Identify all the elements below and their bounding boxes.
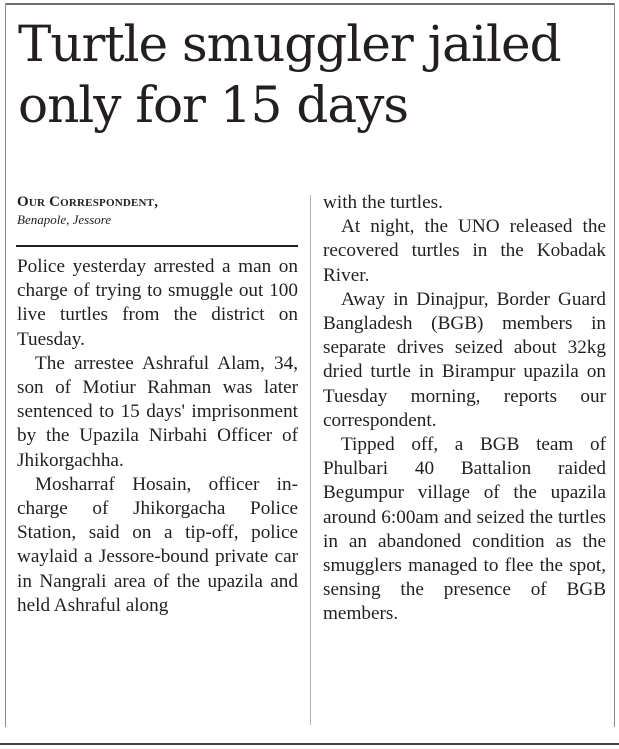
column-divider bbox=[310, 195, 311, 725]
paragraph: Away in Dinajpur, Border Guard Bangladesh (BGB) members in separate drives seized about 32kg dried turtle in Birampur upazila on Tuesday morning, reports our correspondent. bbox=[323, 288, 606, 431]
byline-rule bbox=[16, 245, 298, 247]
frame-left-border bbox=[5, 3, 6, 727]
byline-author: Our Correspondent, bbox=[17, 194, 159, 210]
frame-right-border bbox=[614, 3, 615, 727]
paragraph: Tipped off, a BGB team of Phulbari 40 Battalion raided Begumpur village of the upazila around 6:00am and seized the turtles in an abandoned condition as the smugglers managed to flee the spot, sensing the presence of BGB members. bbox=[323, 434, 606, 625]
left-column bbox=[17, 255, 298, 618]
paragraph: The arrestee Ashraful Alam, 34, son of Motiur Rahman was later sentenced to 15 days' imprisonment by the Upazila Nirbahi Officer of Jhikorgachha. bbox=[17, 352, 298, 471]
frame-bottom-border bbox=[0, 743, 619, 745]
paragraph: At night, the UNO released the recovered turtles in the Kobadak River. bbox=[323, 216, 606, 286]
article-headline: Turtle smuggler jailed only for 15 days bbox=[18, 15, 561, 134]
frame-top-border bbox=[5, 3, 615, 5]
paragraph: with the turtles. bbox=[323, 192, 443, 213]
right-column bbox=[323, 191, 606, 627]
byline bbox=[17, 193, 297, 229]
paragraph: Police yesterday arrested a man on charge of trying to smuggle out 100 live turtles from the district on Tuesday. bbox=[17, 256, 298, 350]
byline-dateline: Benapole, Jessore bbox=[17, 212, 112, 227]
paragraph: Mosharraf Hosain, officer in-charge of Jhikorgacha Police Station, said on a tip-off, police waylaid a Jessore-bound private car in Nangrali area of the upazila and held Ashraful along bbox=[17, 473, 298, 616]
